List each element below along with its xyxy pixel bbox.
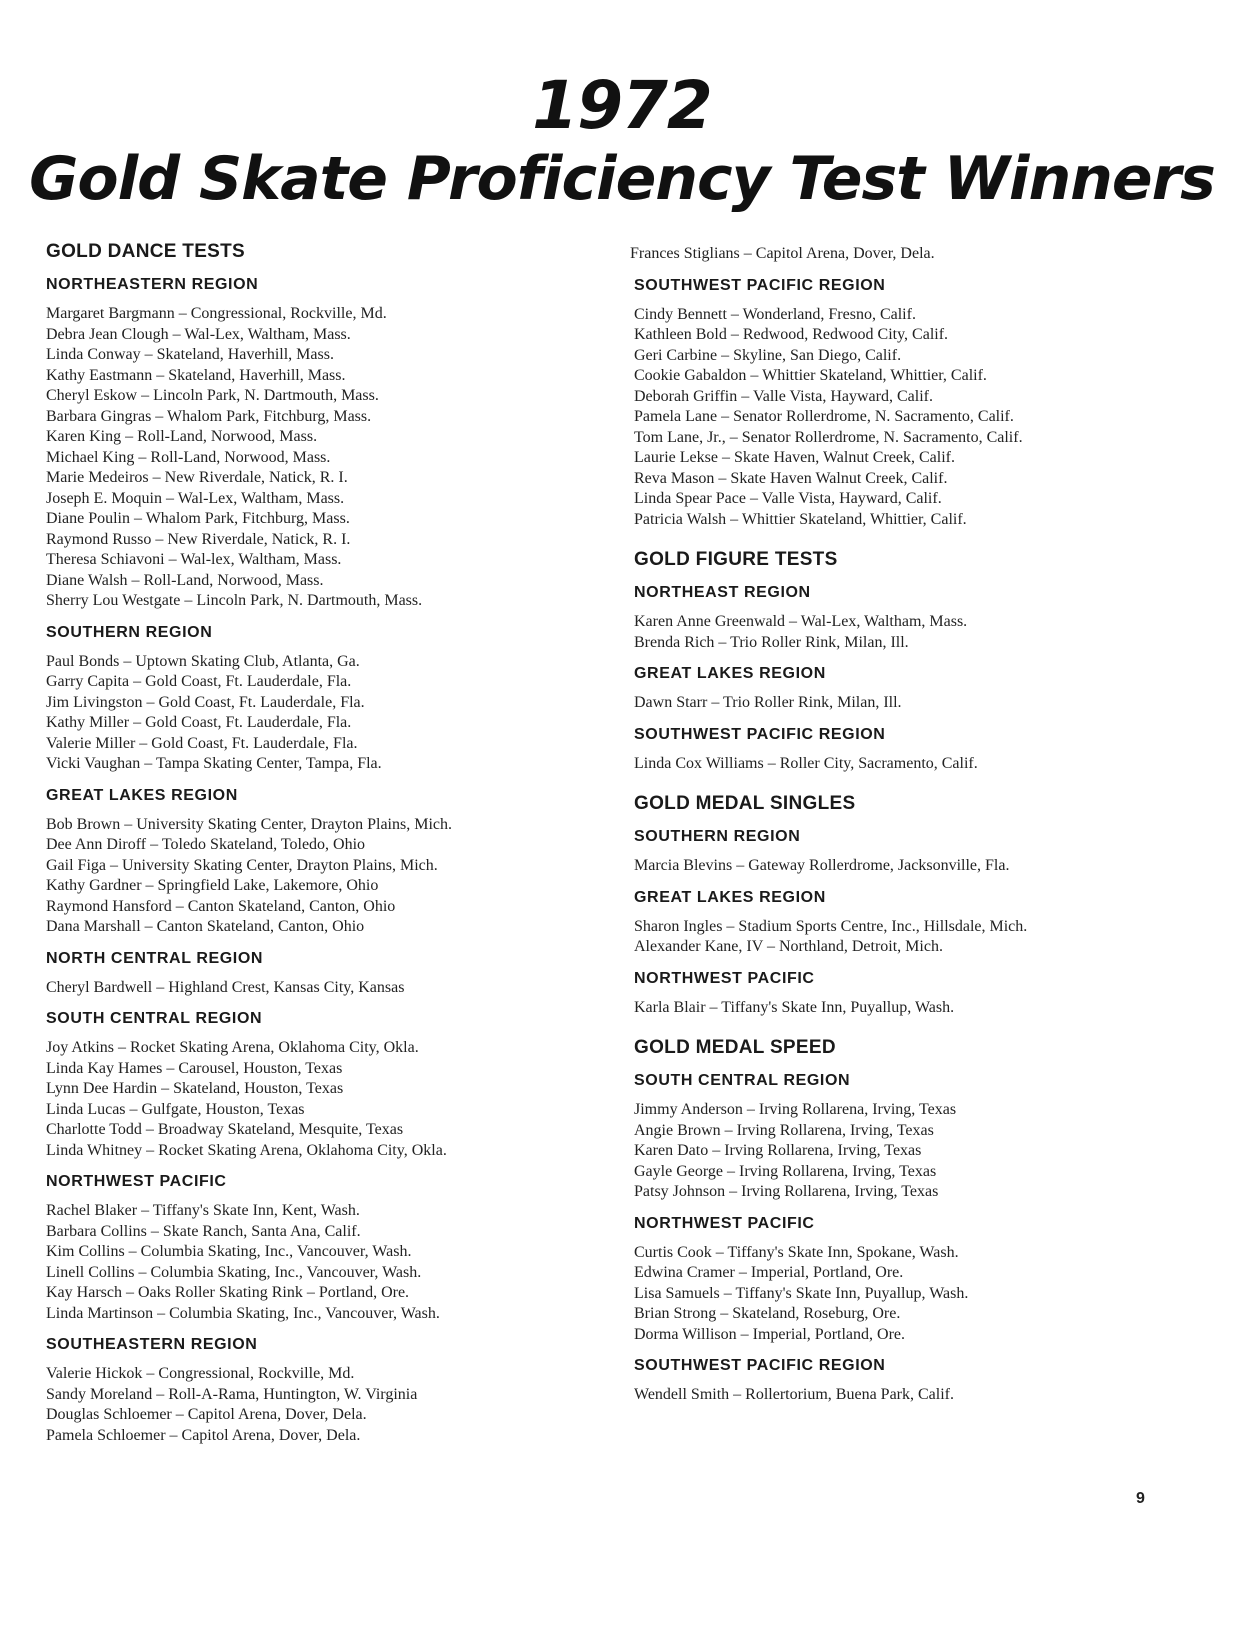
entry-line: Jimmy Anderson – Irving Rollarena, Irving, Texas bbox=[634, 1101, 957, 1118]
entry-line: Barbara Collins – Skate Ranch, Santa Ana, Calif. bbox=[46, 1222, 361, 1240]
test-section bbox=[630, 548, 1130, 774]
entry-list bbox=[634, 1243, 1130, 1346]
entry-line: Kay Harsch – Oaks Roller Skating Rink – Portland, Ore. bbox=[46, 1284, 410, 1301]
entry-line: Alexander Kane, IV – Northland, Detroit, Mich. bbox=[634, 938, 943, 955]
region-heading: SOUTHWEST PACIFIC REGION bbox=[634, 276, 886, 294]
page-number: 9 bbox=[1136, 1490, 1145, 1507]
entry-line: Linda Martinson – Columbia Skating, Inc., Vancouver, Wash. bbox=[46, 1304, 440, 1322]
entry-list bbox=[634, 917, 1130, 958]
entry-list bbox=[46, 652, 602, 775]
entry-line: Geri Carbine – Skyline, San Diego, Calif. bbox=[634, 346, 902, 364]
entry-line: Charlotte Todd – Broadway Skateland, Mesquite, Texas bbox=[46, 1121, 404, 1138]
entry-line: Angie Brown – Irving Rollarena, Irving, Texas bbox=[634, 1121, 934, 1139]
entry-line: Kathy Miller – Gold Coast, Ft. Lauderdale, Fla. bbox=[46, 714, 352, 731]
section-title: GOLD MEDAL SINGLES bbox=[634, 793, 856, 814]
entry-line: Sherry Lou Westgate – Lincoln Park, N. Dartmouth, Mass. bbox=[46, 592, 423, 609]
entry-line: Kathy Gardner – Springfield Lake, Lakemore, Ohio bbox=[46, 877, 379, 894]
test-section bbox=[630, 1036, 1130, 1406]
entry-line: Dana Marshall – Canton Skateland, Canton, Ohio bbox=[46, 918, 365, 935]
entry-list bbox=[46, 978, 602, 999]
region-heading: NORTHEASTERN REGION bbox=[46, 276, 259, 293]
entry-list bbox=[634, 1100, 1130, 1203]
region-heading: NORTHWEST PACIFIC bbox=[634, 969, 815, 987]
entry-line: Raymond Russo – New Riverdale, Natick, R. I. bbox=[46, 530, 351, 548]
region-heading: SOUTHERN REGION bbox=[46, 623, 213, 641]
entry-line: Kathleen Bold – Redwood, Redwood City, Calif. bbox=[634, 326, 949, 343]
entry-line: Joseph E. Moquin – Wal-Lex, Waltham, Mass. bbox=[46, 489, 345, 507]
entry-list bbox=[634, 998, 1130, 1019]
region-heading: SOUTHWEST PACIFIC REGION bbox=[634, 725, 886, 743]
entry-line: Vicki Vaughan – Tampa Skating Center, Tampa, Fla. bbox=[46, 755, 382, 772]
region-heading: GREAT LAKES REGION bbox=[634, 665, 826, 682]
entry-line: Garry Capita – Gold Coast, Ft. Lauderdale, Fla. bbox=[46, 673, 352, 690]
region-heading: SOUTHERN REGION bbox=[634, 828, 801, 845]
entry-line: Valerie Hickok – Congressional, Rockville, Md. bbox=[46, 1365, 355, 1382]
entry-line: Frances Stiglians – Capitol Arena, Dover, Dela. bbox=[630, 245, 935, 262]
entry-line: Marcia Blevins – Gateway Rollerdrome, Jacksonville, Fla. bbox=[634, 857, 1010, 874]
entry-list bbox=[46, 815, 602, 938]
entry-line: Cheryl Eskow – Lincoln Park, N. Dartmouth, Mass. bbox=[46, 387, 379, 404]
section-title: GOLD MEDAL SPEED bbox=[634, 1037, 836, 1058]
entry-line: Linda Lucas – Gulfgate, Houston, Texas bbox=[46, 1100, 305, 1118]
region-heading: GREAT LAKES REGION bbox=[46, 786, 238, 804]
entry-line: Wendell Smith – Rollertorium, Buena Park, Calif. bbox=[634, 1386, 954, 1403]
entry-line: Deborah Griffin – Valle Vista, Hayward, Calif. bbox=[634, 387, 933, 405]
entry-line: Dee Ann Diroff – Toledo Skateland, Toledo, Ohio bbox=[46, 836, 366, 853]
entry-list bbox=[46, 1201, 602, 1324]
right-column-sections bbox=[630, 275, 1130, 1406]
entry-line: Theresa Schiavoni – Wal-lex, Waltham, Mass. bbox=[46, 551, 342, 568]
entry-list bbox=[634, 856, 1130, 877]
entry-line: Linda Whitney – Rocket Skating Arena, Oklahoma City, Okla. bbox=[46, 1141, 447, 1159]
entry-line: Lynn Dee Hardin – Skateland, Houston, Texas bbox=[46, 1080, 344, 1097]
region-heading: NORTHWEST PACIFIC bbox=[46, 1173, 227, 1190]
test-section bbox=[42, 240, 602, 1446]
entry-line: Dawn Starr – Trio Roller Rink, Milan, Ill. bbox=[634, 694, 902, 711]
entry-line: Douglas Schloemer – Capitol Arena, Dover, Dela. bbox=[46, 1406, 367, 1423]
title-year: 1972 bbox=[532, 67, 712, 144]
entry-line: Michael King – Roll-Land, Norwood, Mass. bbox=[46, 448, 331, 466]
entry-line: Linda Cox Williams – Roller City, Sacramento, Calif. bbox=[634, 754, 978, 772]
entry-list bbox=[46, 1038, 602, 1161]
entry-line: Dorma Willison – Imperial, Portland, Ore. bbox=[634, 1325, 906, 1343]
right-column bbox=[630, 244, 1130, 1416]
region-heading: NORTHWEST PACIFIC bbox=[634, 1214, 815, 1232]
entry-list bbox=[634, 1385, 1130, 1406]
entry-line: Debra Jean Clough – Wal-Lex, Waltham, Mass. bbox=[46, 325, 351, 343]
entry-line: Karen Anne Greenwald – Wal-Lex, Waltham, Mass. bbox=[634, 613, 968, 630]
entry-line: Kathy Eastmann – Skateland, Haverhill, Mass. bbox=[46, 366, 346, 384]
entry-line: Tom Lane, Jr., – Senator Rollerdrome, N. Sacramento, Calif. bbox=[634, 428, 1023, 446]
entry-line: Sandy Moreland – Roll-A-Rama, Huntington, W. Virginia bbox=[46, 1385, 418, 1403]
region-heading: GREAT LAKES REGION bbox=[634, 888, 826, 906]
entry-line: Sharon Ingles – Stadium Sports Centre, Inc., Hillsdale, Mich. bbox=[634, 917, 1028, 935]
entry-line: Jim Livingston – Gold Coast, Ft. Lauderdale, Fla. bbox=[46, 693, 365, 711]
entry-line: Brenda Rich – Trio Roller Rink, Milan, Ill. bbox=[634, 633, 909, 651]
entry-line: Reva Mason – Skate Haven Walnut Creek, Calif. bbox=[634, 469, 948, 487]
section-title: GOLD DANCE TESTS bbox=[46, 241, 246, 262]
entry-line: Paul Bonds – Uptown Skating Club, Atlanta, Ga. bbox=[46, 652, 360, 670]
entry-line: Linda Conway – Skateland, Haverhill, Mass. bbox=[46, 346, 334, 363]
entry-list bbox=[634, 305, 1130, 531]
entry-list bbox=[634, 754, 1130, 775]
entry-line: Marie Medeiros – New Riverdale, Natick, R. I. bbox=[46, 469, 348, 486]
entry-line: Valerie Miller – Gold Coast, Ft. Lauderdale, Fla. bbox=[46, 734, 358, 752]
entry-line: Gail Figa – University Skating Center, Drayton Plains, Mich. bbox=[46, 856, 438, 874]
entry-line: Edwina Cramer – Imperial, Portland, Ore. bbox=[634, 1264, 904, 1281]
entry-line: Karen Dato – Irving Rollarena, Irving, Texas bbox=[634, 1142, 922, 1159]
entry-line: Linda Spear Pace – Valle Vista, Hayward, Calif. bbox=[634, 490, 942, 507]
entry-line: Laurie Lekse – Skate Haven, Walnut Creek, Calif. bbox=[634, 449, 955, 466]
entry-line: Cookie Gabaldon – Whittier Skateland, Whittier, Calif. bbox=[634, 367, 987, 384]
entry-list bbox=[46, 1364, 602, 1446]
region-heading: SOUTH CENTRAL REGION bbox=[634, 1072, 851, 1089]
entry-line: Kim Collins – Columbia Skating, Inc., Vancouver, Wash. bbox=[46, 1243, 412, 1260]
entry-line: Cheryl Bardwell – Highland Crest, Kansas City, Kansas bbox=[46, 978, 405, 996]
region-heading: SOUTHEASTERN REGION bbox=[46, 1336, 258, 1353]
entry-line: Patsy Johnson – Irving Rollarena, Irving, Texas bbox=[634, 1183, 939, 1200]
entry-line: Gayle George – Irving Rollarena, Irving, Texas bbox=[634, 1162, 937, 1180]
entry-line: Raymond Hansford – Canton Skateland, Canton, Ohio bbox=[46, 897, 396, 915]
region-heading: NORTHEAST REGION bbox=[634, 584, 811, 601]
left-column bbox=[42, 240, 602, 1456]
entry-line: Margaret Bargmann – Congressional, Rockville, Md. bbox=[46, 305, 387, 322]
region-heading: NORTH CENTRAL REGION bbox=[46, 949, 264, 967]
page-title-block bbox=[0, 67, 1244, 214]
entry-line: Brian Strong – Skateland, Roseburg, Ore. bbox=[634, 1305, 901, 1322]
section-title: GOLD FIGURE TESTS bbox=[634, 549, 838, 570]
entry-line: Linda Kay Hames – Carousel, Houston, Texas bbox=[46, 1059, 343, 1077]
region-heading: SOUTH CENTRAL REGION bbox=[46, 1010, 263, 1027]
entry-line: Cindy Bennett – Wonderland, Fresno, Calif. bbox=[634, 305, 916, 323]
entry-line: Bob Brown – University Skating Center, Drayton Plains, Mich. bbox=[46, 815, 452, 833]
entry-line: Barbara Gingras – Whalom Park, Fitchburg, Mass. bbox=[46, 407, 372, 425]
entry-list bbox=[634, 693, 1130, 714]
entry-line: Karla Blair – Tiffany's Skate Inn, Puyallup, Wash. bbox=[634, 998, 955, 1016]
test-section bbox=[630, 792, 1130, 1018]
region-heading: SOUTHWEST PACIFIC REGION bbox=[634, 1357, 886, 1374]
page-title: Gold Skate Proficiency Test Winners bbox=[29, 144, 1215, 214]
entry-line: Pamela Lane – Senator Rollerdrome, N. Sacramento, Calif. bbox=[634, 408, 1014, 425]
entry-line: Joy Atkins – Rocket Skating Arena, Oklahoma City, Okla. bbox=[46, 1039, 419, 1056]
test-section bbox=[630, 275, 1130, 531]
entry-line: Linell Collins – Columbia Skating, Inc., Vancouver, Wash. bbox=[46, 1263, 422, 1281]
entry-line: Lisa Samuels – Tiffany's Skate Inn, Puyallup, Wash. bbox=[634, 1284, 969, 1302]
entry-list bbox=[634, 612, 1130, 653]
entry-line: Pamela Schloemer – Capitol Arena, Dover, Dela. bbox=[46, 1426, 361, 1444]
entry-line: Diane Poulin – Whalom Park, Fitchburg, Mass. bbox=[46, 510, 350, 527]
entry-line: Patricia Walsh – Whittier Skateland, Whittier, Calif. bbox=[634, 510, 967, 528]
entry-line: Karen King – Roll-Land, Norwood, Mass. bbox=[46, 428, 318, 445]
entry-list bbox=[46, 304, 602, 612]
entry-line: Diane Walsh – Roll-Land, Norwood, Mass. bbox=[46, 571, 324, 589]
entry-line: Rachel Blaker – Tiffany's Skate Inn, Kent, Wash. bbox=[46, 1202, 360, 1219]
entry-line: Curtis Cook – Tiffany's Skate Inn, Spokane, Wash. bbox=[634, 1243, 959, 1261]
